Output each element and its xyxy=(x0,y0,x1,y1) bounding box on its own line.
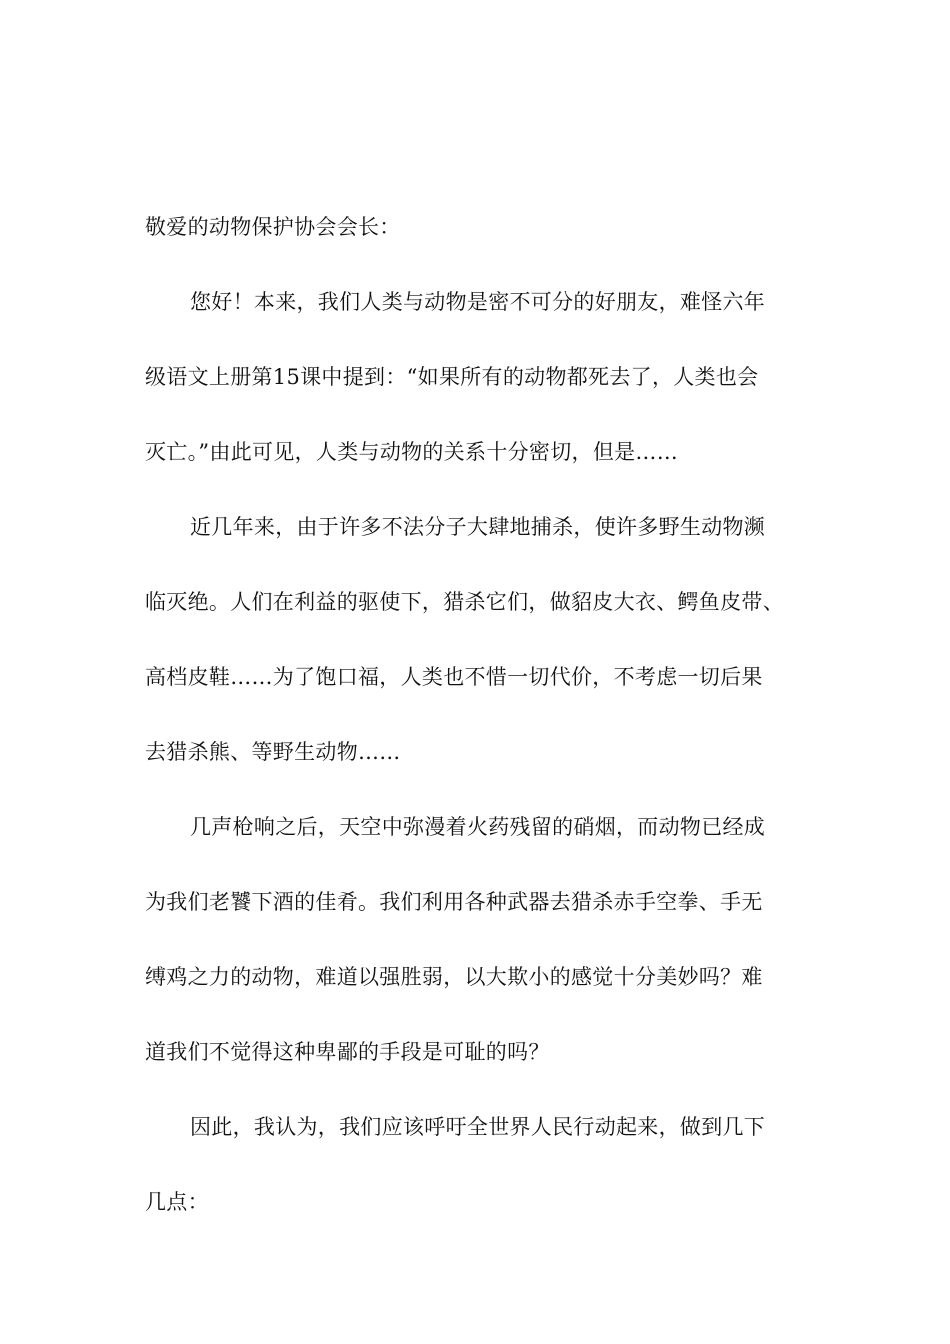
paragraph-3-line-1: 几声枪响之后，天空中弥漫着火药残留的硝烟，而动物已经成 xyxy=(190,815,766,839)
paragraph-3-line-2: 为我们老饕下酒的佳肴。我们利用各种武器去猎杀赤手空拳、手无 xyxy=(145,890,763,914)
paragraph-2-line-2: 临灭绝。人们在利益的驱使下，猎杀它们，做貂皮大衣、鳄鱼皮带、 xyxy=(145,590,784,614)
paragraph-2-line-3: 高档皮鞋……为了饱口福，人类也不惜一切代价，不考虑一切后果 xyxy=(145,665,763,689)
paragraph-3-line-3: 缚鸡之力的动物，难道以强胜弱，以大欺小的感觉十分美妙吗？难 xyxy=(145,965,763,989)
letter-salutation: 敬爱的动物保护协会会长： xyxy=(145,215,401,239)
paragraph-2-line-1: 近几年来，由于许多不法分子大肆地捕杀，使许多野生动物濒 xyxy=(190,515,766,539)
paragraph-3-line-4: 道我们不觉得这种卑鄙的手段是可耻的吗？ xyxy=(145,1040,550,1064)
paragraph-4-line-2: 几点： xyxy=(145,1190,209,1214)
paragraph-1-line-2: 级语文上册第15课中提到：“如果所有的动物都死去了，人类也会 xyxy=(145,365,759,389)
paragraph-2-line-4: 去猎杀熊、等野生动物…… xyxy=(145,740,401,764)
paragraph-1-line-3: 灭亡。”由此可见，人类与动物的关系十分密切，但是…… xyxy=(145,440,679,464)
paragraph-4-line-1: 因此，我认为，我们应该呼吁全世界人民行动起来，做到几下 xyxy=(190,1115,766,1139)
paragraph-1-line-1: 您好！本来，我们人类与动物是密不可分的好朋友，难怪六年 xyxy=(190,290,766,314)
